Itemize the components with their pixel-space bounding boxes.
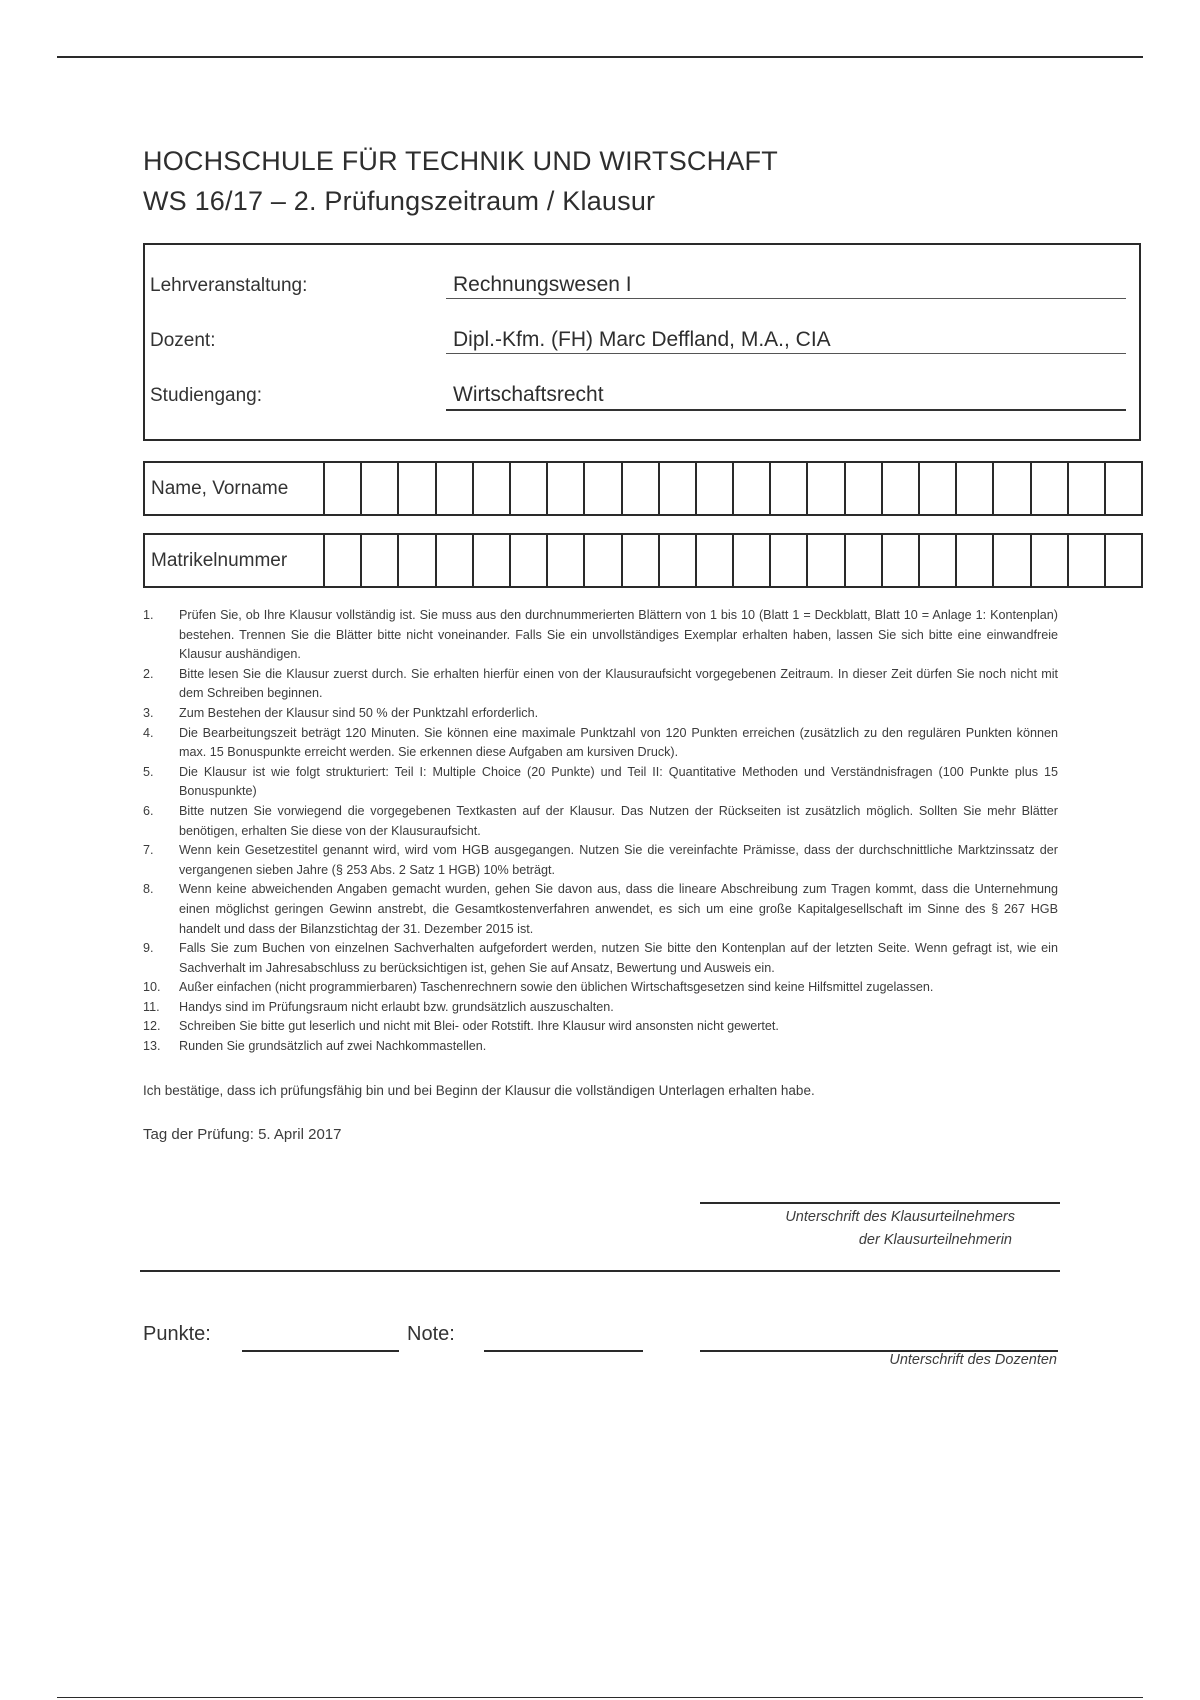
instruction-text: Runden Sie grundsätzlich auf zwei Nachkommastellen. (179, 1039, 487, 1054)
matrikel-cell[interactable] (585, 535, 622, 586)
instruction-text: Prüfen Sie, ob Ihre Klausur vollständig ist. Sie muss aus den durchnummerierten Blättern von 1 bis 10 (Blatt 1 = Deckblatt, Blatt 10 = Anlage 1: Kontenplan) bestehen. Trennen Sie die Blätter bitte nicht voneinander. Falls Sie ein unvollständiges Exemplar erhalten haben, lassen Sie sich bitte eine einwandfreie Klausur aushändigen. (179, 608, 1058, 662)
lecturer-value: Dipl.-Kfm. (FH) Marc Deffland, M.A., CIA (453, 328, 831, 351)
matrikel-cell[interactable] (399, 535, 436, 586)
name-cell[interactable] (511, 463, 548, 514)
instruction-item (143, 724, 1058, 763)
program-value: Wirtschaftsrecht (453, 383, 604, 406)
matrikel-cell[interactable] (957, 535, 994, 586)
instruction-item (143, 665, 1058, 704)
instruction-item (143, 880, 1058, 939)
name-cell[interactable] (399, 463, 436, 514)
instruction-number: 4. (143, 725, 154, 740)
matrikel-cell[interactable] (548, 535, 585, 586)
matrikel-label: Matrikelnummer (145, 535, 325, 586)
name-cell[interactable] (808, 463, 845, 514)
name-cell[interactable] (548, 463, 585, 514)
points-label: Punkte: (143, 1323, 211, 1345)
name-cell[interactable] (846, 463, 883, 514)
instruction-number: 12. (143, 1019, 161, 1034)
name-cell[interactable] (474, 463, 511, 514)
instruction-text: Wenn keine abweichenden Angaben gemacht wurden, gehen Sie davon aus, dass die lineare Abschreibung zum Tragen kommt, dass die Unternehmung einen möglichst geringen Gewinn anstrebt, die Gesamtkostenverfahren anwendet, es sich um eine große Kapitalgesellschaft im Sinne des § 267 HGB handelt und dass der Bilanzstichtag der 31. Dezember 2015 ist. (179, 882, 1058, 936)
name-cell[interactable] (623, 463, 660, 514)
name-cell[interactable] (994, 463, 1031, 514)
name-cell[interactable] (734, 463, 771, 514)
bottom-rule (57, 1697, 1143, 1698)
name-cell[interactable] (585, 463, 622, 514)
matrikel-cell[interactable] (808, 535, 845, 586)
matrikel-cell[interactable] (920, 535, 957, 586)
student-signature-caption-1: Unterschrift des Klausurteilnehmers (785, 1209, 1015, 1225)
lecturer-label: Dozent: (150, 330, 216, 351)
matrikel-cell[interactable] (883, 535, 920, 586)
matrikel-cell[interactable] (437, 535, 474, 586)
program-label: Studiengang: (150, 385, 262, 406)
instruction-text: Handys sind im Prüfungsraum nicht erlaubt bzw. grundsätzlich auszuschalten. (179, 999, 614, 1014)
name-cell[interactable] (325, 463, 362, 514)
name-cell[interactable] (362, 463, 399, 514)
matrikel-cell[interactable] (660, 535, 697, 586)
top-rule (57, 56, 1143, 58)
instruction-text: Die Klausur ist wie folgt strukturiert: Teil I: Multiple Choice (20 Punkte) und Teil II: Quantitative Methoden und Verständnisfragen (100 Punkte plus 15 Bonuspunkte) (179, 764, 1058, 799)
matrikel-cell[interactable] (846, 535, 883, 586)
instruction-text: Bitte nutzen Sie vorwiegend die vorgegebenen Textkasten auf der Klausur. Das Nutzen der Rückseiten ist zusätzlich möglich. Sollten Sie mehr Blätter benötigen, erhalten Sie diese von der Klausuraufsicht. (179, 803, 1058, 838)
instruction-text: Bitte lesen Sie die Klausur zuerst durch. Sie erhalten hierfür einen von der Klausuraufsicht vorgegebenen Zeitraum. In dieser Zeit dürfen Sie noch nicht mit dem Schreiben beginnen. (179, 666, 1058, 701)
matrikel-cell[interactable] (623, 535, 660, 586)
course-value: Rechnungswesen I (453, 273, 632, 296)
instruction-item (143, 998, 1058, 1018)
name-field-row (143, 461, 1143, 516)
confirmation-text: Ich bestätige, dass ich prüfungsfähig bin und bei Beginn der Klausur die vollständigen Unterlagen erhalten habe. (143, 1083, 815, 1098)
instruction-item (143, 802, 1058, 841)
instruction-number: 13. (143, 1039, 161, 1054)
institution-title: HOCHSCHULE FÜR TECHNIK UND WIRTSCHAFT (143, 146, 778, 176)
instruction-text: Wenn kein Gesetzestitel genannt wird, wird vom HGB ausgegangen. Nutzen Sie die vereinfachte Prämisse, dass der durchschnittliche Marktzinssatz der vergangenen sieben Jahre (§ 253 Abs. 2 Satz 1 HGB) 10% beträgt. (179, 843, 1058, 877)
name-cell[interactable] (920, 463, 957, 514)
exam-date: Tag der Prüfung: 5. April 2017 (143, 1126, 342, 1143)
program-underline (446, 409, 1126, 411)
matrikel-cell[interactable] (1032, 535, 1069, 586)
instruction-number: 9. (143, 941, 154, 956)
instruction-number: 8. (143, 882, 154, 897)
instruction-number: 10. (143, 980, 161, 995)
instruction-number: 2. (143, 666, 154, 681)
matrikel-cell[interactable] (511, 535, 548, 586)
instruction-number: 1. (143, 608, 154, 622)
instruction-number: 6. (143, 803, 154, 818)
matrikel-cell[interactable] (474, 535, 511, 586)
matrikel-cell[interactable] (362, 535, 399, 586)
name-cell[interactable] (1032, 463, 1069, 514)
instruction-item (143, 704, 1058, 724)
name-cell[interactable] (660, 463, 697, 514)
course-info-box (143, 243, 1141, 441)
grade-label: Note: (407, 1323, 455, 1345)
name-cell[interactable] (437, 463, 474, 514)
matrikel-cell[interactable] (1069, 535, 1106, 586)
name-cell[interactable] (771, 463, 808, 514)
name-cell[interactable] (957, 463, 994, 514)
points-line[interactable] (242, 1350, 399, 1352)
instruction-item (143, 606, 1058, 665)
matrikel-cell[interactable] (1106, 535, 1141, 586)
instruction-item (143, 763, 1058, 802)
matrikel-cell[interactable] (697, 535, 734, 586)
instruction-number: 5. (143, 764, 154, 779)
grade-line[interactable] (484, 1350, 643, 1352)
instruction-item (143, 978, 1058, 998)
name-cell[interactable] (1069, 463, 1106, 514)
matrikel-cell[interactable] (771, 535, 808, 586)
instruction-text: Die Bearbeitungszeit beträgt 120 Minuten. Sie können eine maximale Punktzahl von 120 Punkten erreichen (zusätzlich zu den regulären Punkten können max. 15 Bonuspunkte erreicht werden. Sie erkennen diese Aufgaben am kursiven Druck). (179, 725, 1058, 760)
matrikel-cell[interactable] (325, 535, 362, 586)
instruction-item (143, 939, 1058, 978)
lecturer-signature-caption: Unterschrift des Dozenten (889, 1352, 1057, 1368)
instruction-text: Zum Bestehen der Klausur sind 50 % der Punktzahl erforderlich. (179, 705, 539, 720)
name-cell[interactable] (1106, 463, 1141, 514)
student-signature-caption-2: der Klausurteilnehmerin (858, 1232, 1012, 1248)
matrikel-cell[interactable] (994, 535, 1031, 586)
matrikel-field-row (143, 533, 1143, 588)
instruction-number: 11. (143, 999, 160, 1014)
instruction-list (143, 606, 1058, 1057)
instruction-text: Schreiben Sie bitte gut leserlich und nicht mit Blei- oder Rotstift. Ihre Klausur wird ansonsten nicht gewertet. (179, 1019, 779, 1034)
lecturer-underline (446, 353, 1126, 354)
instruction-number: 7. (143, 843, 154, 858)
instruction-text: Falls Sie zum Buchen von einzelnen Sachverhalten aufgefordert werden, nutzen Sie bitte den Kontenplan auf der letzten Seite. Wenn gefragt ist, wie ein Sachverhalt im Jahresabschluss zu berücksichtigen ist, gehen Sie auf Ansatz, Bewertung und Ausweis ein. (179, 941, 1058, 975)
name-cell[interactable] (883, 463, 920, 514)
course-underline (446, 298, 1126, 299)
instruction-item (143, 1037, 1058, 1057)
name-label: Name, Vorname (145, 463, 325, 514)
instruction-text: Außer einfachen (nicht programmierbaren) Taschenrechnern sowie den üblichen Wirtschaftsgesetzen sind keine Hilfsmittel zugelassen. (179, 980, 934, 995)
exam-title: WS 16/17 – 2. Prüfungszeitraum / Klausur (143, 186, 656, 216)
student-signature-line[interactable] (700, 1202, 1060, 1204)
course-label: Lehrveranstaltung: (150, 275, 308, 296)
section-divider (140, 1270, 1060, 1272)
name-cell[interactable] (697, 463, 734, 514)
instruction-number: 3. (143, 705, 154, 720)
instruction-item (143, 841, 1058, 880)
instruction-item (143, 1017, 1058, 1037)
matrikel-cell[interactable] (734, 535, 771, 586)
